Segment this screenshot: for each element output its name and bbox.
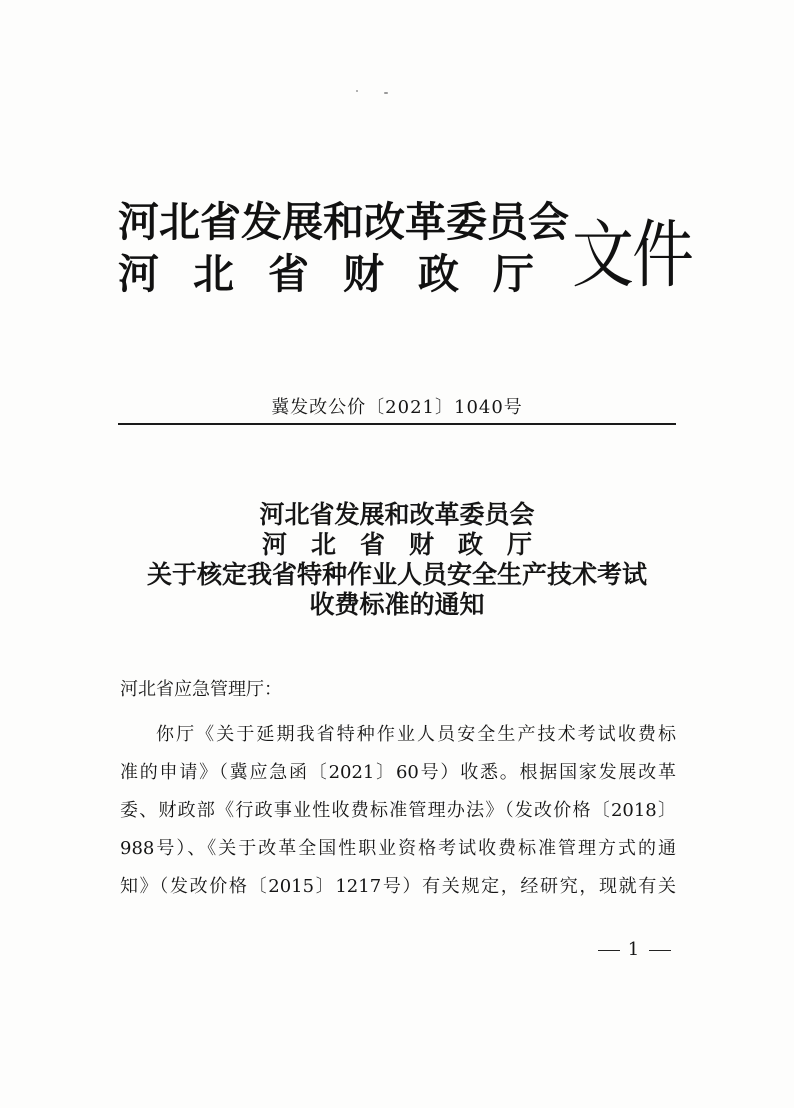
scan-speck <box>384 92 388 94</box>
page-number-dash <box>649 950 671 951</box>
title-line-1: 河北省发展和改革委员会 <box>259 500 535 529</box>
document-number: 冀发改公价〔2021〕1040号 <box>271 397 523 418</box>
title-line-3: 关于核定我省特种作业人员安全生产技术考试 <box>146 560 647 589</box>
document-label: 文件 <box>572 211 693 298</box>
body-line: 988号）、《关于改革全国性职业资格考试收费标准管理方式的通 <box>120 838 676 859</box>
org-name-development-reform-commission: 河北省发展和改革委员会 <box>118 198 569 246</box>
body-line: 你厅《关于延期我省特种作业人员安全生产技术考试收费标 <box>156 724 676 745</box>
header-divider <box>118 423 676 425</box>
body-paragraph <box>120 716 676 906</box>
body-line: 委、财政部《行政事业性收费标准管理办法》（发改价格〔2018〕 <box>120 800 676 821</box>
title-line-4: 收费标准的通知 <box>309 590 485 619</box>
page-number <box>598 938 671 962</box>
org-name-finance-department: 河北省财政厅 <box>118 250 568 298</box>
body-line: 知》（发改价格〔2015〕1217号）有关规定，经研究，现就有关 <box>120 876 676 897</box>
page-number-value: 1 <box>627 939 642 960</box>
issuing-organizations <box>118 196 569 300</box>
scan-speck <box>356 90 358 92</box>
title-line-2: 河北省财政厅 <box>261 530 556 559</box>
salutation: 河北省应急管理厅： <box>120 679 282 700</box>
page-number-dash <box>598 950 620 951</box>
document-title <box>0 500 794 620</box>
body-line: 准的申请》（冀应急函〔2021〕60号）收悉。根据国家发展改革 <box>120 762 676 783</box>
